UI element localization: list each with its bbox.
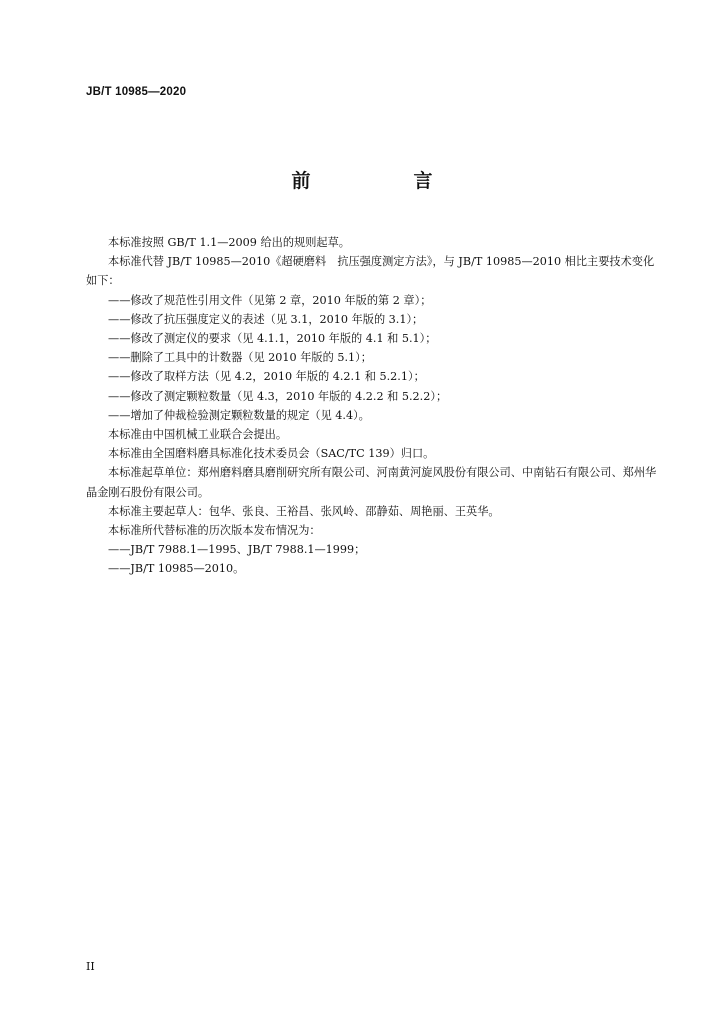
paragraph-replacement: 本标准代替 JB/T 10985—2010《超硬磨料 抗压强度测定方法》，与 JB/T 10985—2010 相比主要技术变化如下： <box>86 255 655 288</box>
paragraph-drafting-rules: 本标准按照 GB/T 1.1—2009 给出的规则起草。 <box>108 236 350 249</box>
paragraph-committee: 本标准由全国磨料磨具标准化技术委员会（SAC/TC 139）归口。 <box>108 447 435 461</box>
page-number: II <box>86 960 95 973</box>
paragraph-drafters: 本标准主要起草人：包华、张良、王裕昌、张风岭、邵静茹、周艳丽、王英华。 <box>108 504 500 518</box>
paragraph-drafting-units: 本标准起草单位：郑州磨料磨具磨削研究所有限公司、河南黄河旋风股份有限公司、中南钻石有限公司、郑州华晶金刚石股份有限公司。 <box>86 466 657 499</box>
document-body <box>86 233 664 579</box>
change-item: ——修改了抗压强度定义的表述（见 3.1，2010 年版的 3.1）； <box>108 312 424 326</box>
page-title: 前 言 <box>291 170 475 192</box>
change-item: ——修改了规范性引用文件（见第 2 章，2010 年版的第 2 章）； <box>108 293 432 307</box>
standard-code: JB/T 10985—2020 <box>86 86 187 98</box>
history-item: ——JB/T 10985—2010。 <box>108 562 245 576</box>
change-item: ——增加了仲裁检验测定颗粒数量的规定（见 4.4）。 <box>108 408 370 422</box>
change-item: ——删除了工具中的计数器（见 2010 年版的 5.1）； <box>108 351 372 365</box>
change-item: ——修改了测定颗粒数量（见 4.3，2010 年版的 4.2.2 和 5.2.2）； <box>108 389 448 403</box>
paragraph-history-intro: 本标准所代替标准的历次版本发布情况为： <box>108 524 321 538</box>
change-item: ——修改了取样方法（见 4.2，2010 年版的 4.2.1 和 5.2.1）； <box>108 370 425 384</box>
history-item: ——JB/T 7988.1—1995、JB/T 7988.1—1999； <box>108 543 366 557</box>
change-item: ——修改了测定仪的要求（见 4.1.1，2010 年版的 4.1 和 5.1）； <box>108 332 437 346</box>
paragraph-proposer: 本标准由中国机械工业联合会提出。 <box>108 428 288 442</box>
